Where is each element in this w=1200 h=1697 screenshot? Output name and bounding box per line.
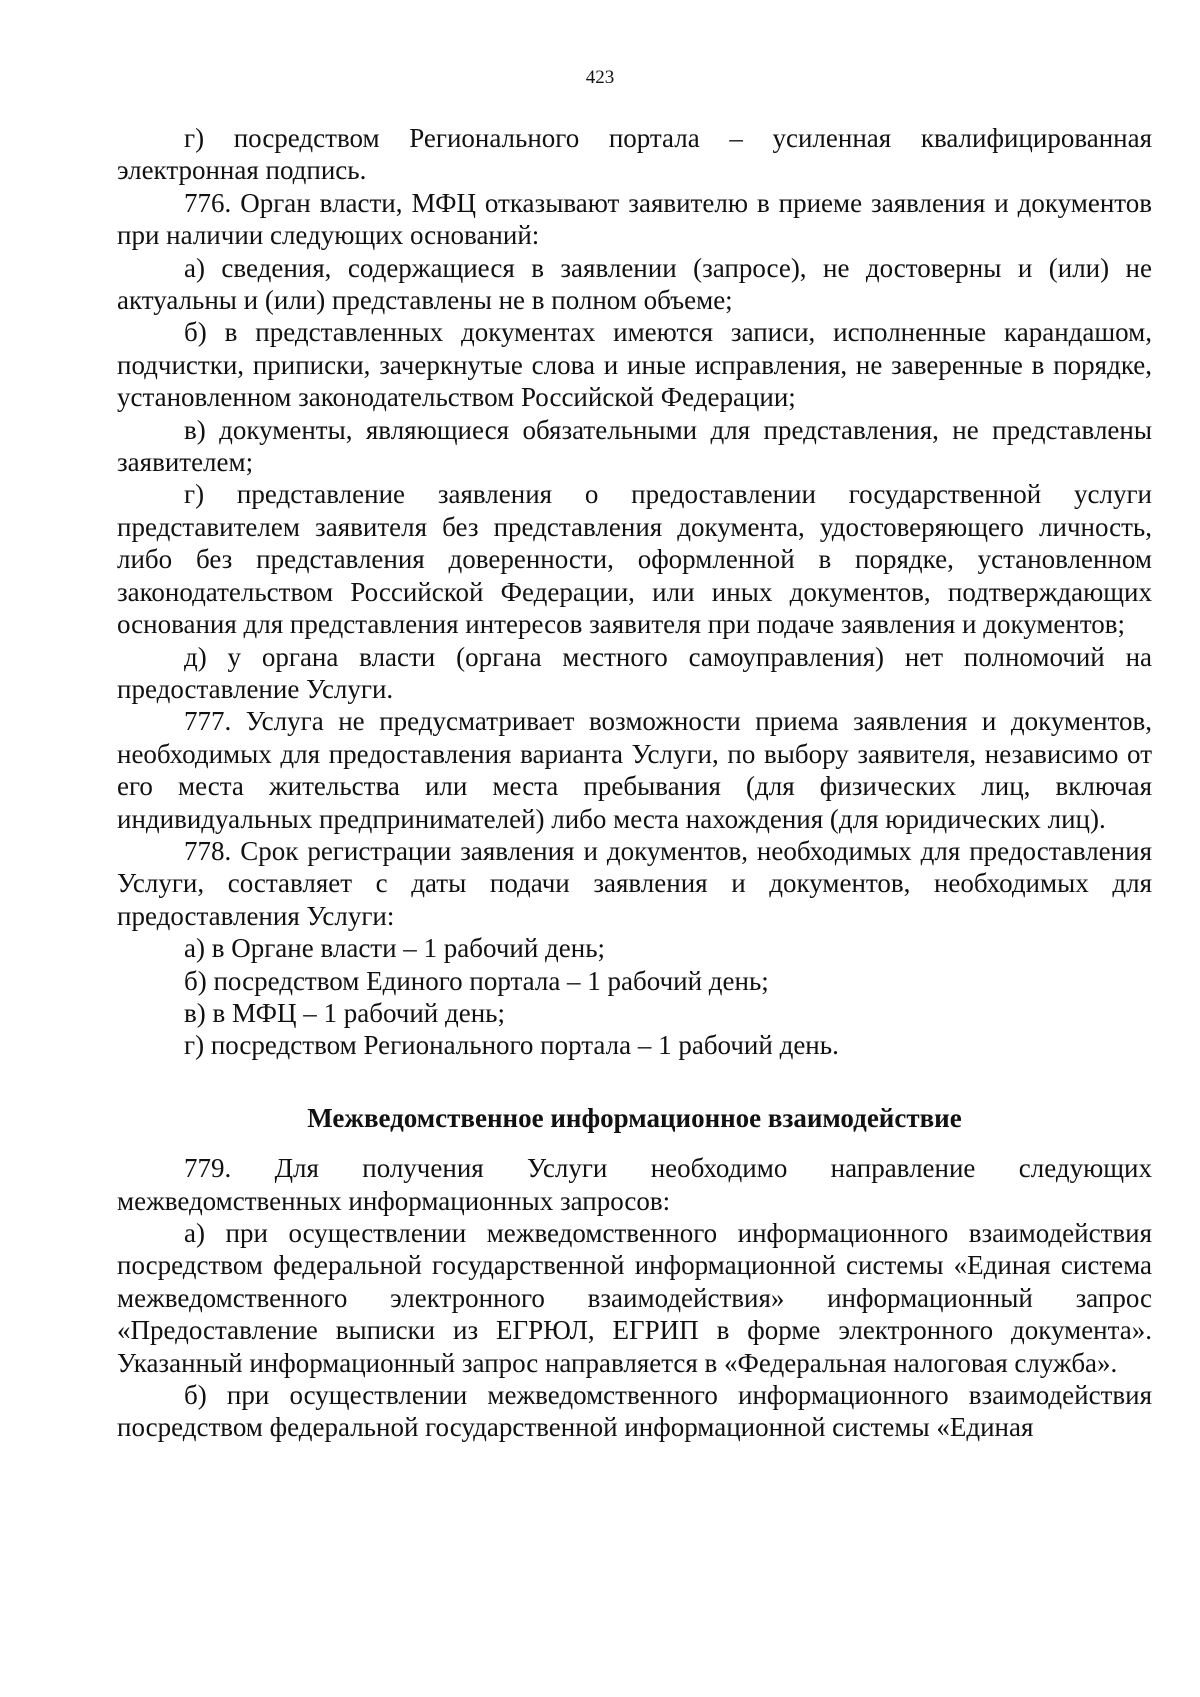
- paragraph-778: 778. Срок регистрации заявления и документов, необходимых для предоставления Услуги, составляет с даты подачи заявления и документов, необходимых для предоставления Услуги:: [117, 835, 1152, 931]
- paragraph-779-b: б) при осуществлении межведомственного информационного взаимодействия посредством федеральной государственной информационной системы «Единая: [117, 1380, 1152, 1443]
- paragraph-776: 776. Орган власти, МФЦ отказывают заявителю в приеме заявления и документов при наличии следующих оснований:: [117, 187, 1152, 251]
- paragraph-776-v: в) документы, являющиеся обязательными для представления, не представлены заявителем;: [117, 414, 1152, 478]
- paragraph-779-a: а) при осуществлении межведомственного информационного взаимодействия посредством федеральной государственной информационной системы «Единая система межведомственного электронного взаимодействия» информационный запрос «Предоставление выписки из ЕГРЮЛ, ЕГРИП в форме электронного документа». Указанный информационный запрос направляется в «Федеральная налоговая служба».: [117, 1218, 1152, 1378]
- section-title: Межведомственное информационное взаимодействие: [307, 1102, 962, 1133]
- paragraph-779: 779. Для получения Услуги необходимо направление следующих межведомственных информационных запросов:: [117, 1153, 1152, 1216]
- paragraph-776-g: г) представление заявления о предоставлении государственной услуги представителем заявителя без представления документа, удостоверяющего личность, либо без представления доверенности, оформленной в порядке, установленном законодательством Российской Федерации, или иных документов, подтверждающих основания для представления интересов заявителя при подаче заявления и документов;: [117, 479, 1152, 640]
- page-number: 423: [585, 67, 615, 88]
- paragraph-777: 777. Услуга не предусматривает возможности приема заявления и документов, необходимых для предоставления варианта Услуги, по выбору заявителя, независимо от его места жительства или места пребывания (для физических лиц, включая индивидуальных предпринимателей) либо места нахождения (для юридических лиц).: [117, 706, 1152, 834]
- document-body: [117, 122, 1152, 1444]
- paragraph-778-b: б) посредством Единого портала – 1 рабочий день;: [184, 965, 769, 996]
- paragraph-778-g: г) посредством Регионального портала – 1 рабочий день.: [184, 1030, 839, 1061]
- paragraph-776-b: б) в представленных документах имеются записи, исполненные карандашом, подчистки, приписки, зачеркнутые слова и иные исправления, не заверенные в порядке, установленном законодательством Российской Федерации;: [117, 317, 1152, 413]
- paragraph-778-v: в) в МФЦ – 1 рабочий день;: [184, 997, 505, 1028]
- paragraph-776-a: а) сведения, содержащиеся в заявлении (запросе), не достоверны и (или) не актуальны и (или) представлены не в полном объеме;: [117, 252, 1152, 316]
- paragraph-776-d: д) у органа власти (органа местного самоуправления) нет полномочий на предоставление Услуги.: [117, 641, 1152, 704]
- paragraph-portal-signature: г) посредством Регионального портала – усиленная квалифицированная электронная подпись.: [117, 123, 1152, 186]
- paragraph-778-a: а) в Органе власти – 1 рабочий день;: [184, 933, 606, 964]
